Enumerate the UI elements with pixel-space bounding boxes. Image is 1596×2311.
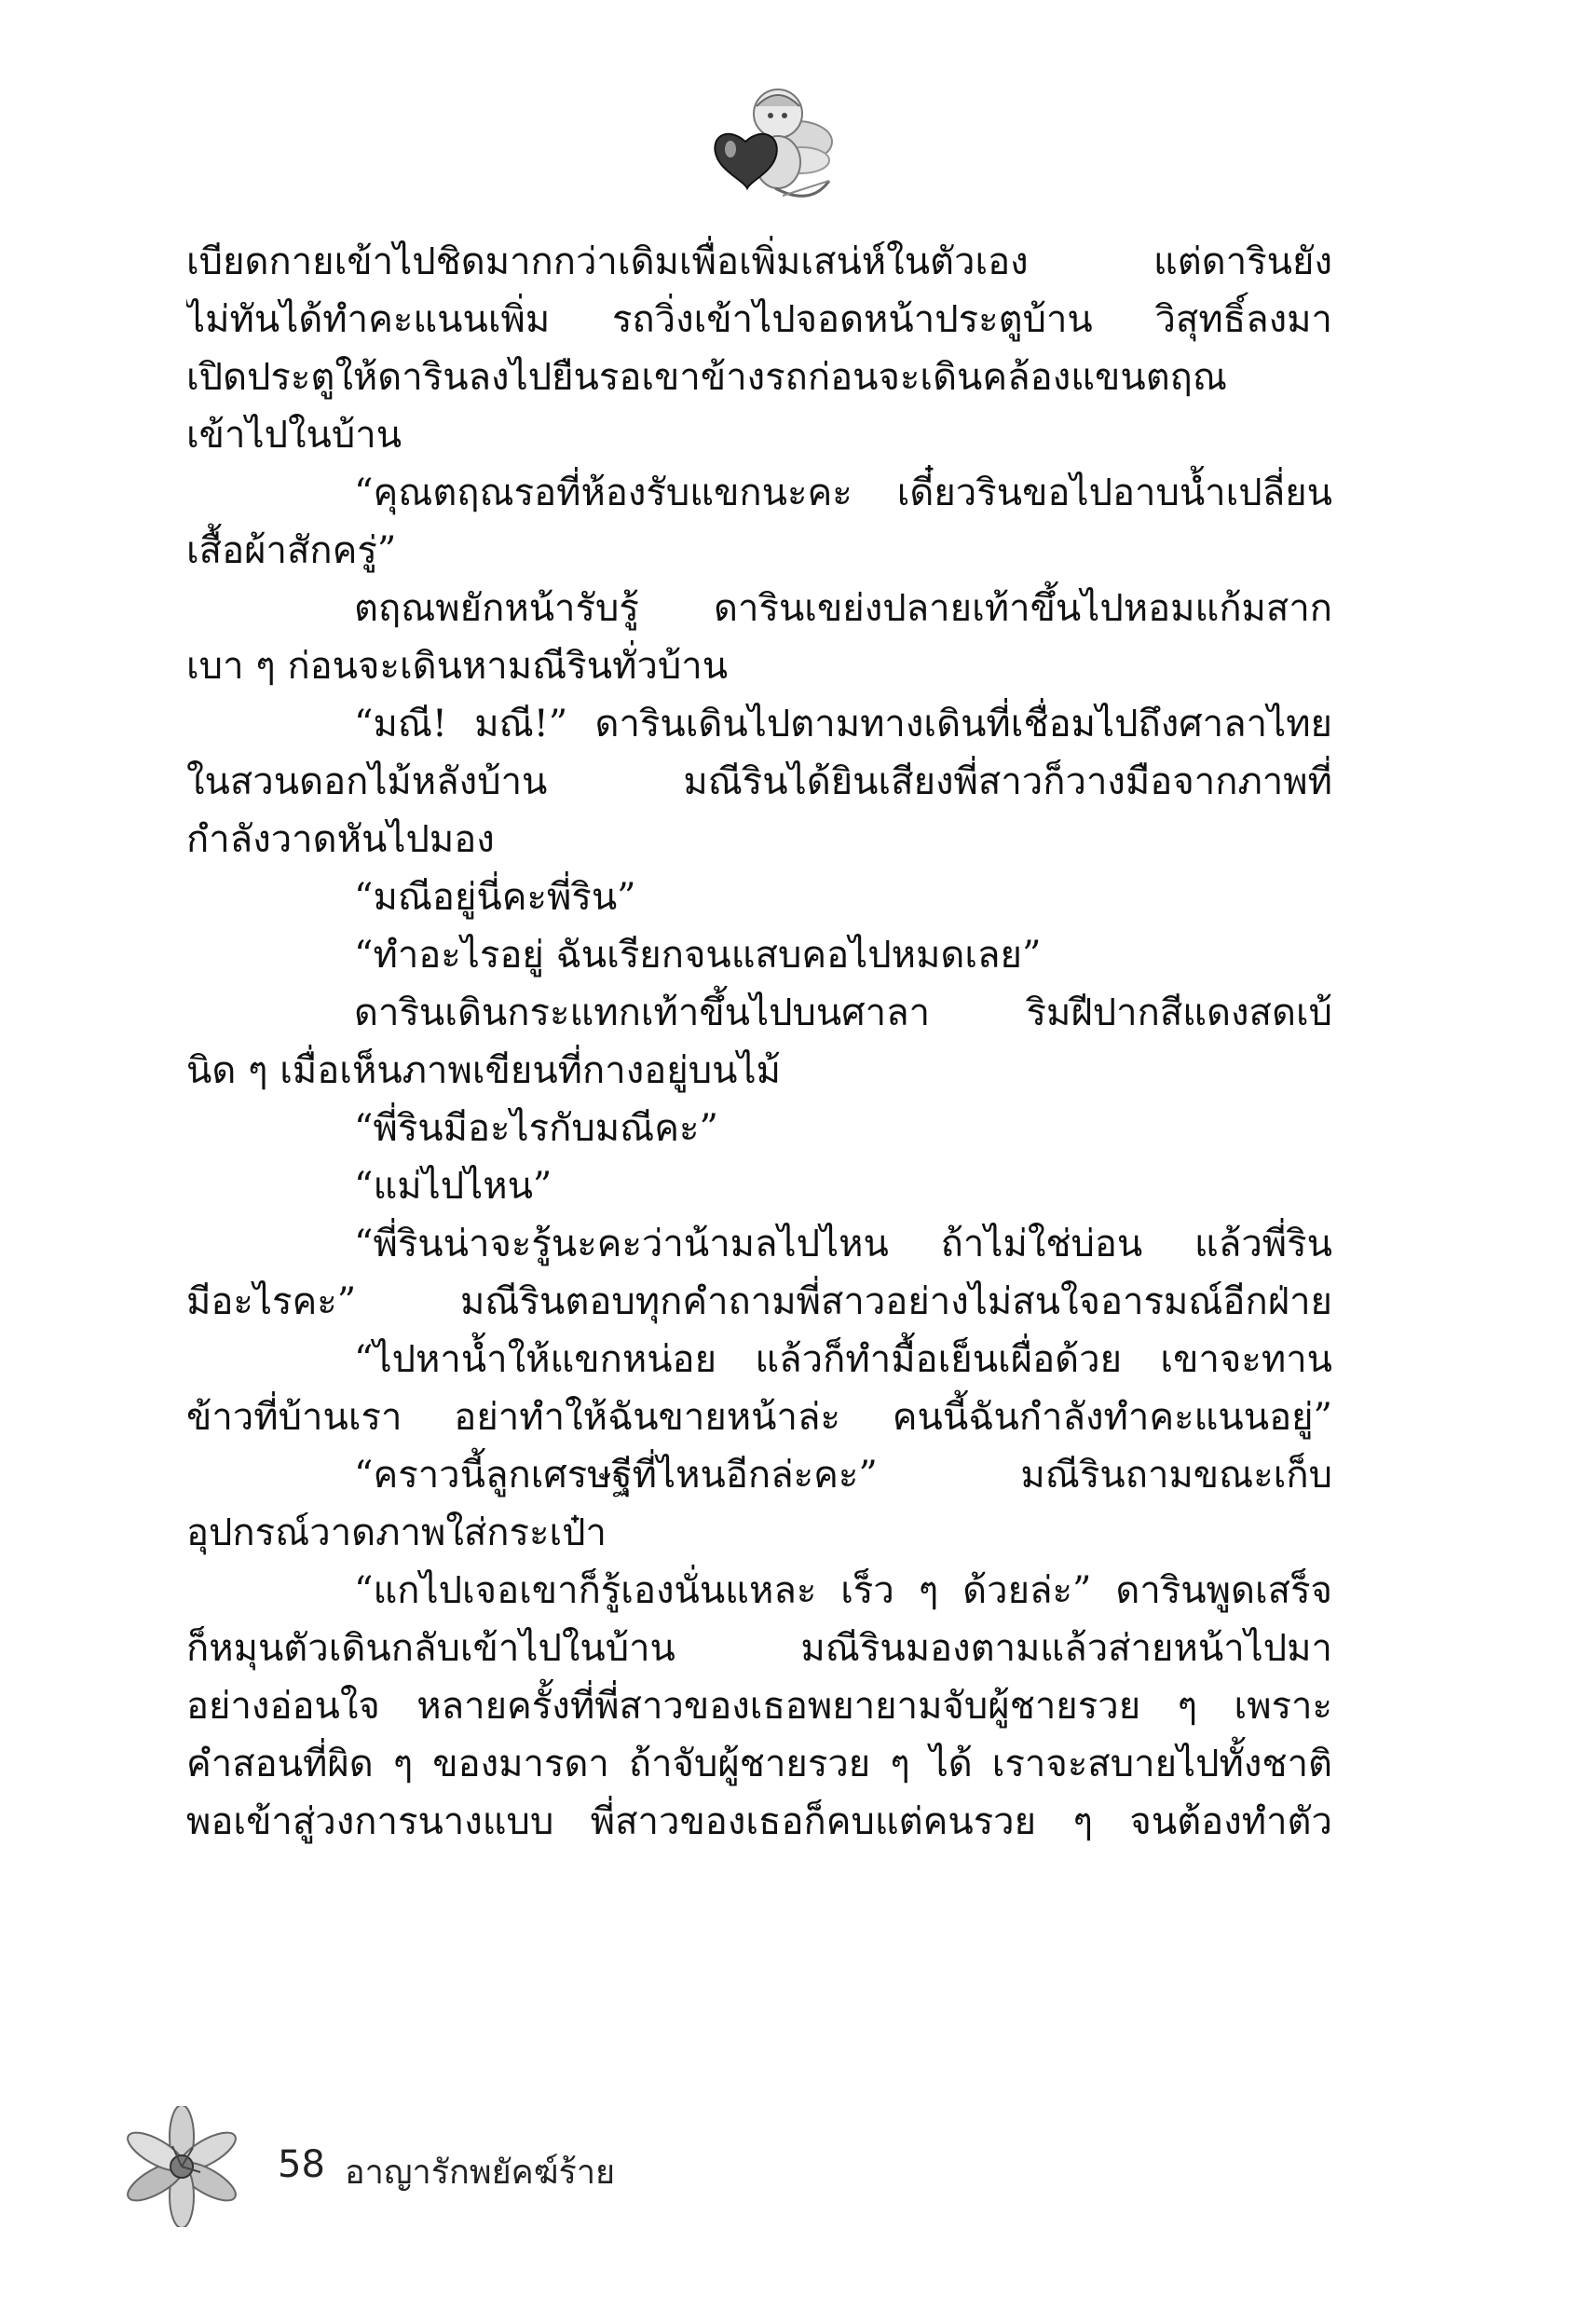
text-line: กำลังวาดหันไปมอง: [186, 818, 495, 861]
text-line: ก็หมุนตัวเดินกลับเข้าไปในบ้าน มณีรินมองตามแล้วส่ายหน้าไปมา: [186, 1627, 1332, 1670]
text-line: ตฤณพยักหน้ารับรู้ ดารินเขย่งปลายเท้าขึ้นไปหอมแก้มสาก: [354, 587, 1332, 630]
lily-flower-icon: [121, 2106, 242, 2227]
text-line: อย่างอ่อนใจ หลายครั้งที่พี่สาวของเธอพยายามจับผู้ชายรวย ๆ เพราะ: [186, 1685, 1332, 1728]
text-line: “มณีอยู่นี่คะพี่ริน”: [354, 876, 636, 919]
text-line: ในสวนดอกไม้หลังบ้าน มณีรินได้ยินเสียงพี่สาวก็วางมือจากภาพที่: [186, 760, 1332, 803]
text-line: “คราวนี้ลูกเศรษฐีที่ไหนอีกล่ะคะ” มณีรินถามขณะเก็บ: [354, 1454, 1332, 1497]
text-line: “คุณตฤณรอที่ห้องรับแขกนะคะ เดี๋ยวรินขอไปอาบน้ำเปลี่ยน: [354, 472, 1332, 514]
text-line: อุปกรณ์วาดภาพใส่กระเป๋า: [186, 1511, 607, 1554]
text-line: “ไปหาน้ำให้แขกหน่อย แล้วก็ทำมื้อเย็นเผื่อด้วย เขาจะทาน: [354, 1338, 1332, 1381]
text-line: “พี่รินน่าจะรู้นะคะว่าน้ามลไปไหน ถ้าไม่ใช่บ่อน แล้วพี่ริน: [354, 1223, 1332, 1265]
text-line: มีอะไรคะ” มณีรินตอบทุกคำถามพี่สาวอย่างไม่สนใจอารมณ์อีกฝ่าย: [186, 1280, 1332, 1323]
text-line: นิด ๆ เมื่อเห็นภาพเขียนที่กางอยู่บนไม้: [186, 1049, 781, 1092]
page-footer: [121, 2106, 773, 2227]
text-line: ไม่ทันได้ทำคะแนนเพิ่ม รถวิ่งเข้าไปจอดหน้าประตูบ้าน วิสุทธิ์ลงมา: [186, 298, 1332, 341]
text-line: เสื้อผ้าสักครู่”: [186, 529, 397, 572]
text-line: เบียดกายเข้าไปชิดมากกว่าเดิมเพื่อเพิ่มเสน่ห์ในตัวเอง แต่ดารินยัง: [186, 240, 1332, 283]
text-line: “มณี! มณี!” ดารินเดินไปตามทางเดินที่เชื่อมไปถึงศาลาไทย: [354, 703, 1332, 745]
page-number: 58: [278, 2143, 325, 2186]
text-line: “แม่ไปไหน”: [354, 1165, 552, 1208]
text-line: พอเข้าสู่วงการนางแบบ พี่สาวของเธอก็คบแต่คนรวย ๆ จนต้องทำตัว: [186, 1800, 1332, 1843]
text-line: เข้าไปในบ้าน: [186, 414, 402, 457]
page-body: [186, 233, 1332, 1851]
text-line: คำสอนที่ผิด ๆ ของมารดา ถ้าจับผู้ชายรวย ๆ ได้ เราจะสบายไปทั้งชาติ: [186, 1743, 1332, 1785]
cupid-heart-icon: [689, 76, 848, 216]
text-line: เบา ๆ ก่อนจะเดินหามณีรินทั่วบ้าน: [186, 645, 729, 688]
book-title: อาญารักพยัคฆ์ร้าย: [345, 2154, 616, 2192]
text-line: “พี่รินมีอะไรกับมณีคะ”: [354, 1107, 718, 1150]
text-line: ดารินเดินกระแทกเท้าขึ้นไปบนศาลา ริมฝีปากสีแดงสดเบ้: [354, 991, 1332, 1034]
text-line: “แกไปเจอเขาก็รู้เองนั่นแหละ เร็ว ๆ ด้วยล่ะ” ดารินพูดเสร็จ: [354, 1569, 1332, 1612]
text-line: “ทำอะไรอยู่ ฉันเรียกจนแสบคอไปหมดเลย”: [354, 934, 1042, 977]
text-line: ข้าวที่บ้านเรา อย่าทำให้ฉันขายหน้าล่ะ คนนี้ฉันกำลังทำคะแนนอยู่”: [186, 1396, 1332, 1439]
text-line: เปิดประตูให้ดารินลงไปยืนรอเขาข้างรถก่อนจะเดินคล้องแขนตฤณ: [186, 356, 1227, 399]
